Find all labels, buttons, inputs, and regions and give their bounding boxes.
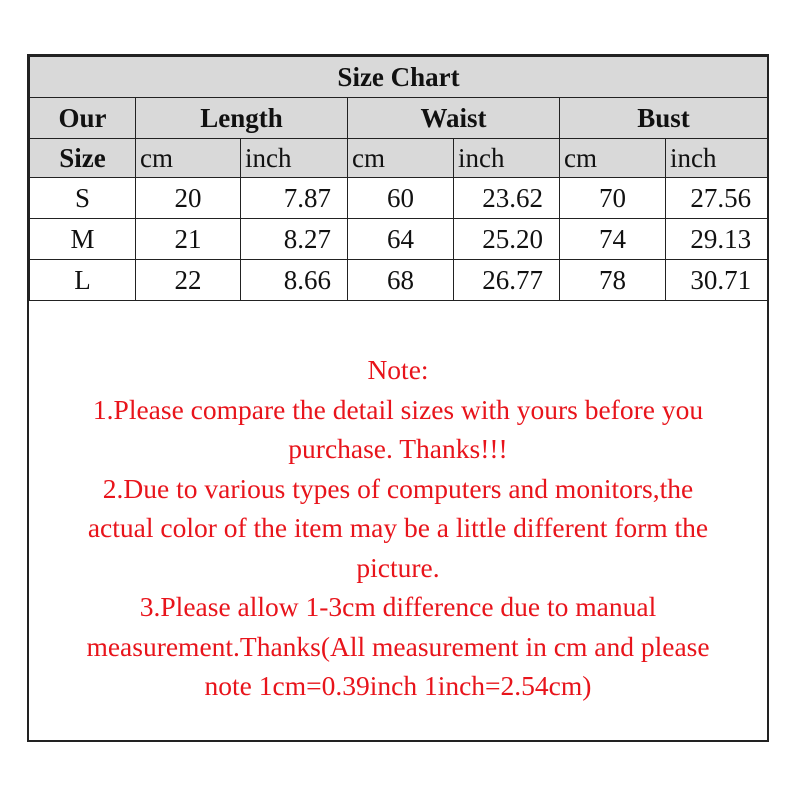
note-line: picture.: [356, 551, 440, 583]
bust-inch-cell: 29.13: [666, 219, 768, 260]
bust-header: Bust: [560, 98, 768, 139]
length-header: Length: [136, 98, 348, 139]
size-header: Size: [30, 139, 136, 178]
waist-inch-cell: 26.77: [454, 260, 560, 301]
length-cm-cell: 21: [136, 219, 241, 260]
bust-cm-header: cm: [560, 139, 666, 178]
bust-inch-cell: 27.56: [666, 178, 768, 219]
waist-cm-cell: 68: [348, 260, 454, 301]
length-cm-cell: 20: [136, 178, 241, 219]
size-chart-frame: [27, 54, 769, 742]
length-cm-header: cm: [136, 139, 241, 178]
bust-cm-cell: 74: [560, 219, 666, 260]
length-inch-cell: 7.87: [241, 178, 348, 219]
length-inch-cell: 8.27: [241, 219, 348, 260]
note-line: measurement.Thanks(All measurement in cm and please: [86, 630, 710, 662]
note-line: purchase. Thanks!!!: [288, 433, 508, 464]
waist-cm-cell: 60: [348, 178, 454, 219]
size-cell: S: [30, 178, 136, 219]
note-line: 3.Please allow 1-3cm difference due to manual: [139, 591, 657, 622]
bust-inch-cell: 30.71: [666, 260, 768, 301]
table-row: [30, 219, 768, 260]
table-row: [30, 178, 768, 219]
length-inch-header: inch: [241, 139, 348, 178]
waist-cm-header: cm: [348, 139, 454, 178]
length-inch-cell: 8.66: [241, 260, 348, 301]
bust-inch-header: inch: [666, 139, 768, 178]
waist-header: Waist: [348, 98, 560, 139]
table-row: [30, 260, 768, 301]
size-cell: M: [30, 219, 136, 260]
note-line: 1.Please compare the detail sizes with yours before you: [92, 393, 704, 425]
waist-cm-cell: 64: [348, 219, 454, 260]
waist-inch-cell: 25.20: [454, 219, 560, 260]
size-chart-table: [29, 56, 768, 301]
bust-cm-cell: 70: [560, 178, 666, 219]
size-cell: L: [30, 260, 136, 301]
waist-inch-header: inch: [454, 139, 560, 178]
waist-inch-cell: 23.62: [454, 178, 560, 219]
our-size-header: Our: [30, 98, 136, 139]
bust-cm-cell: 78: [560, 260, 666, 301]
length-cm-cell: 22: [136, 260, 241, 301]
notes-block: [29, 350, 767, 706]
chart-title: Size Chart: [30, 57, 768, 98]
note-line: 2.Due to various types of computers and monitors,the: [102, 472, 694, 504]
note-line: actual color of the item may be a little different form the: [87, 512, 709, 543]
note-heading: Note:: [367, 354, 429, 385]
note-line: note 1cm=0.39inch 1inch=2.54cm): [204, 670, 592, 701]
